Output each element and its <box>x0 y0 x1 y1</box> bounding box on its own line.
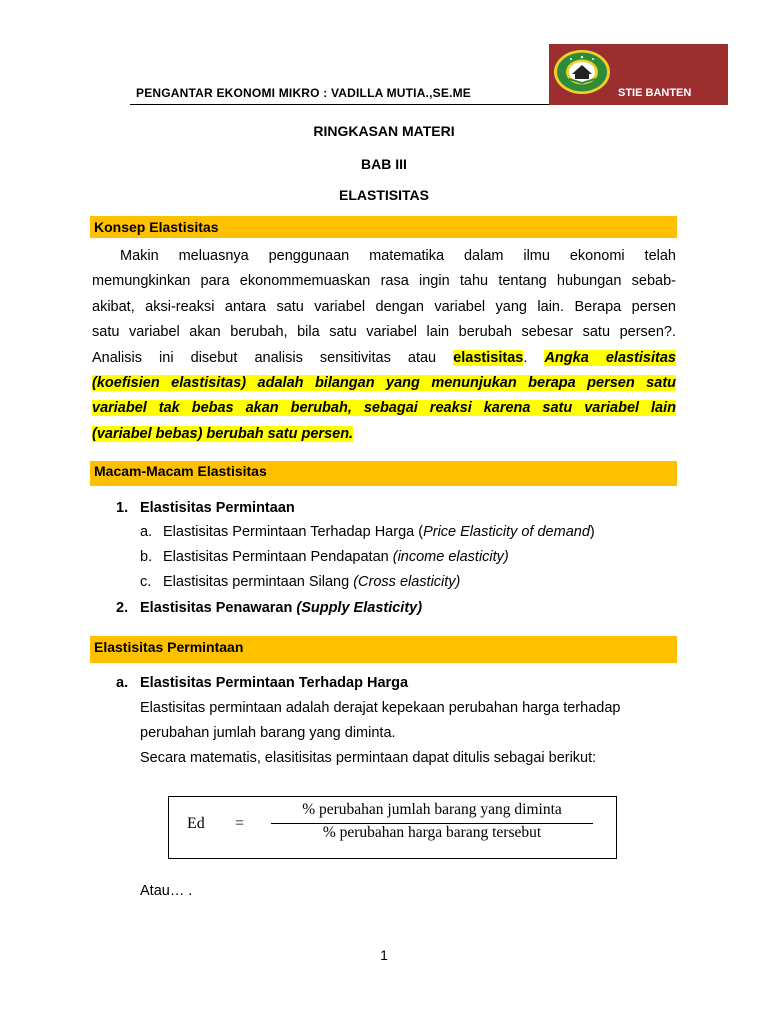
konsep-line-2: memungkinkan para ekonommemuaskan rasa ingin tahu tentang hubungan sebab- <box>92 273 676 290</box>
definition-line-6: (koefisien elastisitas) adalah bilangan yang menunjukan berapa persen satu <box>92 375 676 392</box>
konsep-line-7 <box>92 396 676 421</box>
konsep-line-5 <box>92 346 676 371</box>
permintaan-text-1: Elastisitas permintaan adalah derajat kepekaan perubahan harga terhadap <box>140 700 621 716</box>
permintaan-text-3: Secara matematis, elasitisitas permintaan dapat ditulis sebagai berikut: <box>140 750 597 766</box>
konsep-line-3: akibat, aksi-reaksi antara satu variabel dengan variabel yang lain. Berapa persen <box>92 298 676 315</box>
list-item-1: Elastisitas Permintaan <box>140 500 295 516</box>
formula-denominator: % perubahan harga barang tersebut <box>322 824 542 841</box>
elasticity-formula-box <box>168 796 617 859</box>
sublist-a-english: Price Elasticity of demand <box>423 524 590 540</box>
formula-lhs: Ed <box>187 815 205 832</box>
sublist-a-close: ) <box>589 524 595 540</box>
list-item-2-number: 2. <box>116 600 129 616</box>
list-item-1-number: 1. <box>116 500 129 516</box>
konsep-line-5-text: Analisis ini disebut analisis sensitivitas atau <box>92 349 454 366</box>
definition-line-7: variabel tak bebas akan berubah, sebagai reaksi karena satu variabel lain <box>92 400 676 417</box>
sublist-b-text: Elastisitas Permintaan Pendapatan <box>163 549 393 565</box>
section-heading-konsep: Konsep Elastisitas <box>94 219 219 235</box>
konsep-line-5-dot: . <box>523 349 545 366</box>
doc-title-summary: RINGKASAN MATERI <box>313 123 455 139</box>
section-bar-macam <box>90 461 677 486</box>
konsep-line-4: satu variabel akan berubah, bila satu variabel lain berubah sebesar satu persen?. <box>92 324 676 341</box>
konsep-line-1: Makin meluasnya penggunaan matematika dalam ilmu ekonomi telah <box>120 248 676 264</box>
header-divider <box>130 104 550 105</box>
stie-banten-logo <box>551 48 613 96</box>
sublist-c <box>163 574 460 590</box>
list-item-2 <box>140 600 422 616</box>
sublist-c-text: Elastisitas permintaan Silang <box>163 574 354 590</box>
doc-title-chapter: BAB III <box>361 156 407 172</box>
subsection-a-label: a. <box>116 675 129 691</box>
sublist-a-text: Elastisitas Permintaan Terhadap Harga ( <box>163 524 424 540</box>
sublist-c-english: (Cross elasticity) <box>353 574 461 590</box>
section-heading-permintaan: Elastisitas Permintaan <box>94 639 244 655</box>
subsection-a-title: Elastisitas Permintaan Terhadap Harga <box>140 675 409 691</box>
formula-numerator: % perubahan jumlah barang yang diminta <box>302 801 562 818</box>
sublist-a-label: a. <box>140 524 153 540</box>
sublist-b-label: b. <box>140 549 153 565</box>
page-number: 1 <box>380 947 388 963</box>
formula-equals: = <box>235 815 245 832</box>
sublist-b-english: (income elasticity) <box>392 549 509 565</box>
section-heading-macam: Macam-Macam Elastisitas <box>94 463 267 479</box>
atau-text: Atau… . <box>140 883 193 899</box>
list-item-2-english: (Supply Elasticity) <box>296 600 423 616</box>
konsep-line-8 <box>92 422 676 447</box>
highlighted-term-elastisitas: elastisitas <box>453 349 524 366</box>
doc-title-topic: ELASTISITAS <box>339 187 429 203</box>
sublist-c-label: c. <box>140 574 152 590</box>
konsep-line-6 <box>92 371 676 396</box>
definition-line-8: (variabel bebas) berubah satu persen. <box>92 425 354 442</box>
sublist-b <box>163 549 509 565</box>
definition-start: Angka elastisitas <box>544 349 676 366</box>
header-institution-name: STIE BANTEN <box>618 87 692 99</box>
konsep-paragraph <box>92 244 676 447</box>
sublist-a <box>163 524 595 540</box>
section-bar-permintaan <box>90 636 677 663</box>
header-title: PENGANTAR EKONOMI MIKRO : VADILLA MUTIA.,SE.ME <box>136 86 471 100</box>
section-bar-konsep <box>90 216 677 238</box>
permintaan-text-2: perubahan jumlah barang yang diminta. <box>140 725 396 741</box>
list-item-2-text: Elastisitas Penawaran <box>140 600 297 616</box>
